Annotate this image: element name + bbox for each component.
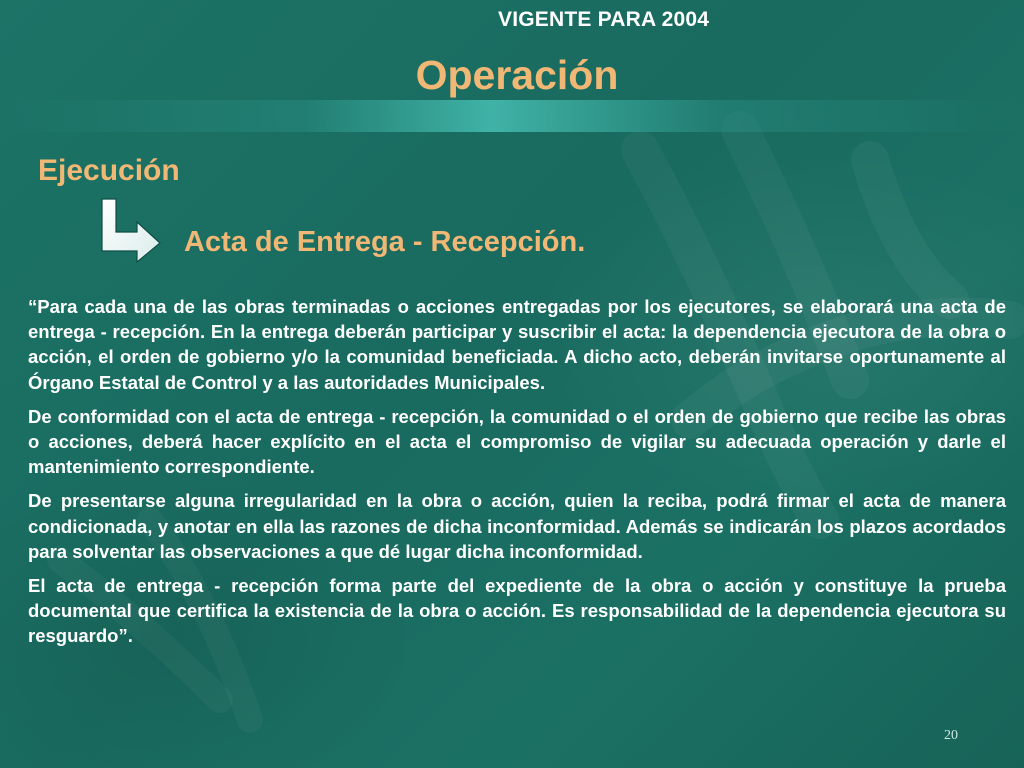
paragraph: El acta de entrega - recepción forma parte del expediente de la obra o acción y constituye la prueba documental que certifica la existencia de la obra o acción. Es responsabilidad de la dependencia ejecutora su resguardo”. — [28, 575, 1006, 647]
paragraph: De conformidad con el acta de entrega - recepción, la comunidad o el orden de gobierno que recibe las obras o acciones, deberá hacer explícito en el acta el compromiso de vigilar su adecuada operación y darle el mantenimiento correspondiente. — [28, 405, 1006, 478]
arrow-down-right-icon — [99, 196, 163, 264]
section-heading: Ejecución — [38, 154, 180, 187]
body-text — [28, 294, 1006, 658]
page-number: 20 — [944, 728, 958, 743]
header-band — [0, 100, 1024, 132]
slide-title: Operación — [415, 52, 619, 98]
paragraph: De presentarse alguna irregularidad en la obra o acción, quien la reciba, podrá firmar el acta de manera condicionada, y anotar en ella las razones de dicha inconformidad. Además se indicarán los plazos acordados para solventar las observaciones a que dé lugar dicha inconformidad. — [28, 490, 1006, 562]
paragraph: “Para cada una de las obras terminadas o acciones entregadas por los ejecutores, se elaborará una acta de entrega - recepción. En la entrega deberán participar y suscribir el acta: la dependencia ejecutora de la obra o acción, el orden de gobierno y/o la comunidad beneficiada. A dicho acto, deberán invitarse oportunamente al Órgano Estatal de Control y a las autoridades Municipales. — [28, 296, 1006, 393]
validity-note: VIGENTE PARA 2004 — [498, 8, 710, 31]
subheading: Acta de Entrega - Recepción. — [184, 226, 586, 258]
